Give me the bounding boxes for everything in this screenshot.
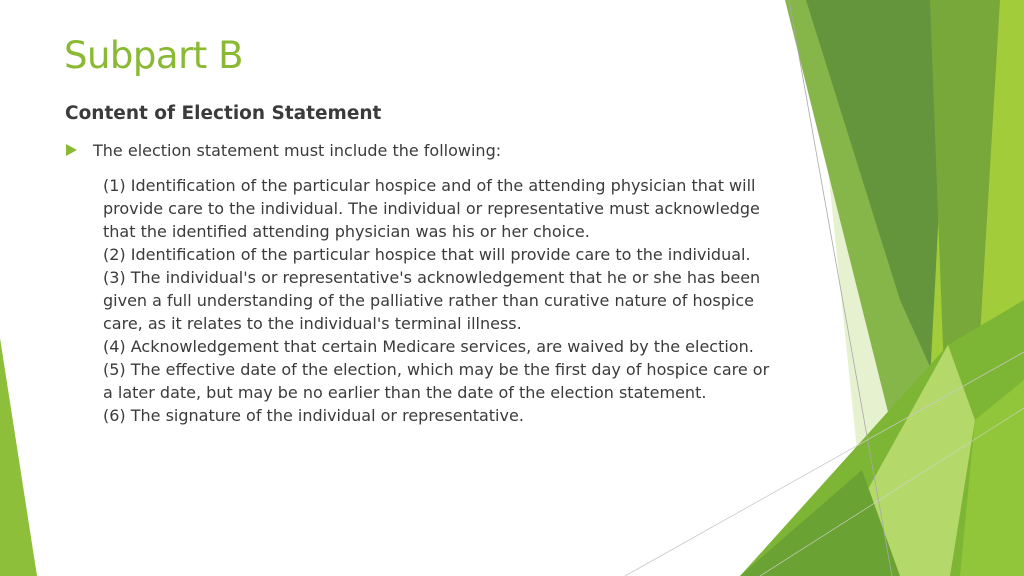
bullet-text: The election statement must include the following: bbox=[93, 140, 502, 160]
left-edge-shape bbox=[0, 338, 37, 576]
list-item: (5) The effective date of the election, which may be the first day of hospice care or a later date, but may be no earlier than the date of the election statement. bbox=[103, 360, 770, 402]
section-heading: Content of Election Statement bbox=[65, 103, 382, 124]
bullet-item bbox=[66, 139, 501, 161]
list-item: (3) The individual's or representative's acknowledgement that he or she has been given a full understanding of the palliative rather than curative nature of hospice care, as it relates to the individual's terminal illness. bbox=[103, 268, 761, 333]
triangle-right-icon bbox=[66, 144, 77, 156]
list-item: (1) Identification of the particular hospice and of the attending physician that will provide care to the individual. The individual or representative must acknowledge that the identified attending physician was his or her choice. bbox=[103, 176, 760, 241]
list-item: (2) Identification of the particular hospice that will provide care to the individual. bbox=[103, 245, 751, 264]
requirements-list bbox=[103, 174, 783, 427]
list-item: (6) The signature of the individual or representative. bbox=[103, 406, 524, 425]
slide-title: Subpart B bbox=[64, 34, 243, 77]
list-item: (4) Acknowledgement that certain Medicare services, are waived by the election. bbox=[103, 337, 754, 356]
